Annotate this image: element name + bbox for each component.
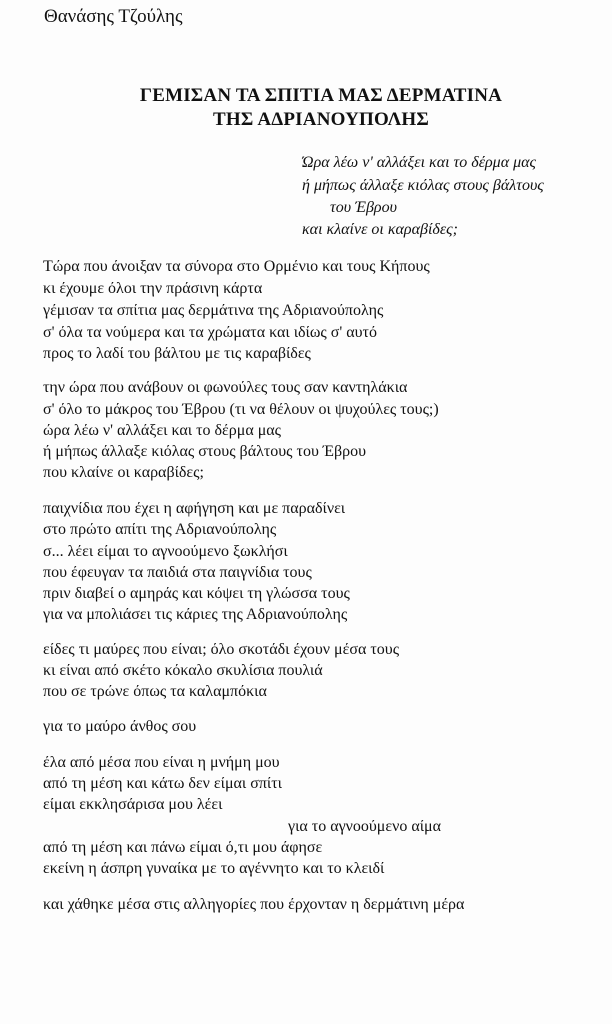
poem-line: πριν διαβεί ο αμηράς και κόψει τη γλώσσα τους	[43, 585, 350, 602]
poem-line: από τη μέση και πάνω είμαι ό,τι μου άφησε	[43, 839, 323, 856]
poem-line: που σε τρώνε όπως τα καλαμπόκια	[43, 683, 267, 700]
poem-line-indented: για το αγνοούμενο αίμα	[288, 818, 441, 835]
poem-title-line-1: ΓΕΜΙΣΑΝ ΤΑ ΣΠΙΤΙΑ ΜΑΣ ΔΕΡΜΑΤΙΝΑ	[139, 85, 503, 106]
poem-line: στο πρώτο απίτι της Αδριανούπολης	[43, 521, 277, 538]
poem-line: που κλαίνε οι καραβίδες;	[43, 464, 204, 481]
epigraph-line: ή μήπως άλλαξε κιόλας στους βάλτους	[302, 177, 544, 194]
author-name: Θανάσης Τζούλης	[44, 6, 183, 27]
poem-line: είμαι εκκλησάρισα μου λέει	[43, 796, 223, 813]
epigraph-line: Ώρα λέω ν' αλλάξει και το δέρμα μας	[302, 154, 537, 171]
poem-line: κι είναι από σκέτο κόκαλο σκυλίσια πουλιά	[43, 662, 323, 679]
poem-line: την ώρα που ανάβουν οι φωνούλες τους σαν καντηλάκια	[43, 379, 408, 396]
poem-line: σ' όλο το μάκρος του Έβρου (τι να θέλουν οι ψυχούλες τους;)	[43, 401, 439, 418]
poem-line: παιχνίδια που έχει η αφήγηση και με παραδίνει	[43, 500, 346, 517]
poem-line: γέμισαν τα σπίτια μας δερμάτινα της Αδριανούπολης	[43, 302, 384, 319]
poem-line: για να μπολιάσει τις κάριες της Αδριανούπολης	[43, 606, 348, 623]
poem-title-line-2: ΤΗΣ ΑΔΡΙΑΝΟΥΠΟΛΗΣ	[212, 109, 430, 130]
poem-line: από τη μέση και κάτω δεν είμαι σπίτι	[43, 775, 282, 792]
poem-line: ώρα λέω ν' αλλάξει και το δέρμα μας	[43, 422, 281, 439]
poem-line: έλα από μέσα που είναι η μνήμη μου	[43, 754, 280, 771]
poem-line: που έφευγαν τα παιδιά στα παιγνίδια τους	[43, 564, 312, 581]
poem-line: είδες τι μαύρες που είναι; όλο σκοτάδι έχουν μέσα τους	[43, 641, 400, 658]
poem-line: σ' όλα τα νούμερα και τα χρώματα και ιδίως σ' αυτό	[43, 324, 377, 341]
poem-line: προς το λαδί του βάλτου με τις καραβίδες	[43, 345, 311, 362]
poem-line: ή μήπως άλλαξε κιόλας στους βάλτους του Έβρου	[43, 443, 367, 460]
poem-line: σ... λέει είμαι το αγνοούμενο ξωκλήσι	[43, 543, 288, 560]
epigraph-line: και κλαίνε οι καραβίδες;	[302, 221, 458, 238]
poem-line: Τώρα που άνοιξαν τα σύνορα στο Ορμένιο και τους Κήπους	[43, 258, 430, 275]
poem-line: για το μαύρο άνθος σου	[43, 718, 197, 735]
poem-line: κι έχουμε όλοι την πράσινη κάρτα	[43, 280, 263, 297]
poem-line: εκείνη η άσπρη γυναίκα με το αγέννητο και το κλειδί	[43, 860, 385, 877]
poem-line: και χάθηκε μέσα στις αλληγορίες που έρχονταν η δερμάτινη μέρα	[43, 896, 465, 913]
epigraph-line: του Έβρου	[330, 199, 397, 216]
